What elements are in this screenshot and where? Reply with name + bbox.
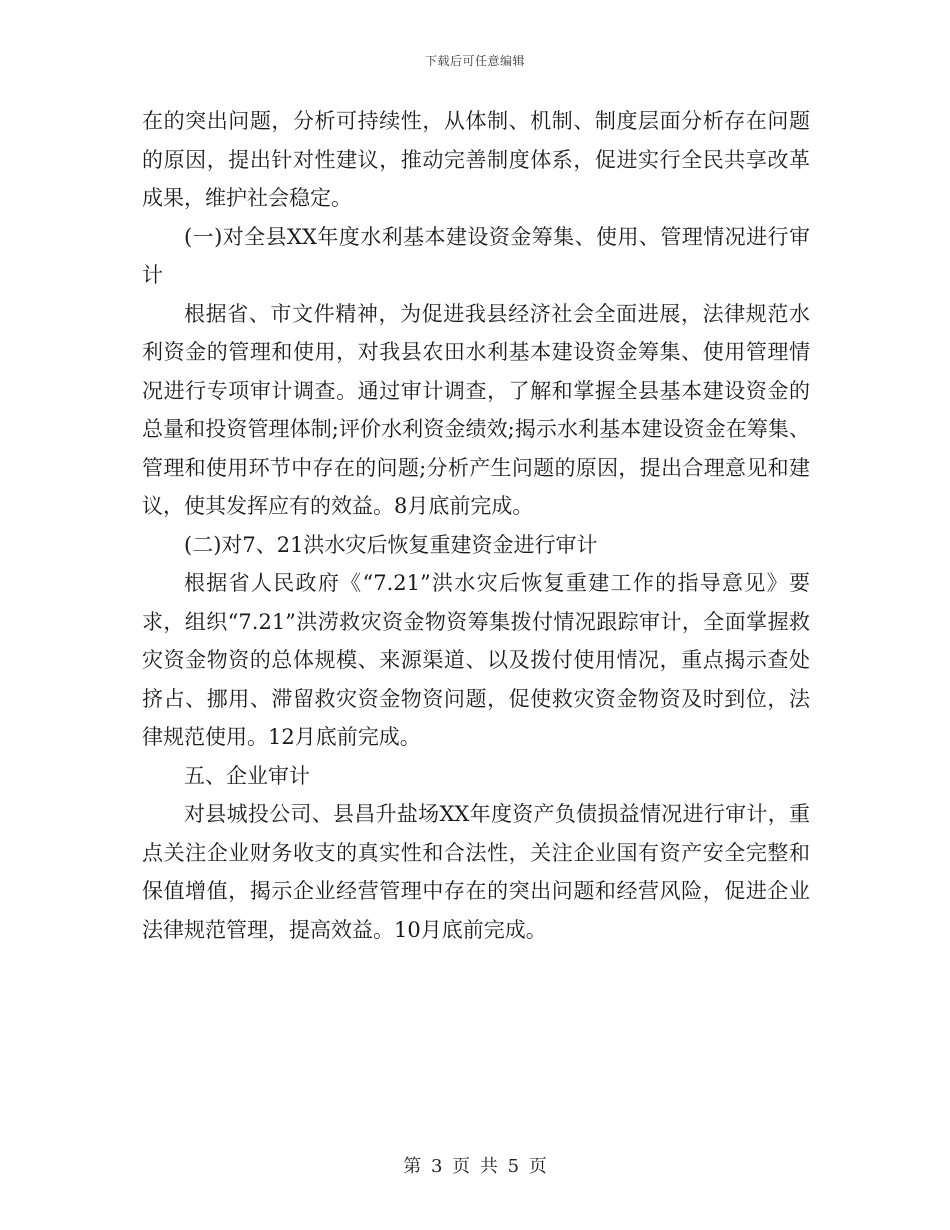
- section-heading-enterprise-audit: 五、企业审计: [184, 763, 310, 788]
- paragraph-water-conservancy-audit: 根据省、市文件精神，为促进我县经济社会全面进展，法律规范水利资金的管理和使用，对我县农田水利基本建设资金筹集、使用管理情况进行专项审计调查。通过审计调查，了解和掌握全县基本建设资金的总量和投资管理体制;评价水利资金绩效;揭示水利基本建设资金在筹集、管理和使用环节中存在的问题;分析产生问题的原因，提出合理意见和建议，使其发挥应有的效益。8月底前完成。: [142, 301, 810, 518]
- paragraph-continuation: 在的突出问题，分析可持续性，从体制、机制、制度层面分析存在问题的原因，提出针对性建议，推动完善制度体系，促进实行全民共享改革成果，维护社会稳定。: [142, 109, 810, 210]
- page-number: 第 3 页 共 5 页: [403, 1156, 547, 1177]
- page-header-note: 下载后可任意编辑: [424, 54, 525, 68]
- paragraph-enterprise-audit: 对县城投公司、县昌升盐场XX年度资产负债损益情况进行审计，重点关注企业财务收支的真实性和合法性，关注企业国有资产安全完整和保值增值，揭示企业经营管理中存在的突出问题和经营风险，促进企业法律规范管理，提高效益。10月底前完成。: [142, 802, 810, 942]
- document-body: [142, 102, 810, 949]
- section-heading-water-conservancy: (一)对全县XX年度水利基本建设资金筹集、使用、管理情况进行审计: [142, 224, 810, 287]
- section-heading-flood-reconstruction: (二)对7、21洪水灾后恢复重建资金进行审计: [184, 532, 598, 557]
- paragraph-flood-reconstruction-audit: 根据省人民政府《“7.21”洪水灾后恢复重建工作的指导意见》要求，组织“7.21”洪涝救灾资金物资筹集拨付情况跟踪审计，全面掌握救灾资金物资的总体规模、来源渠道、以及拨付使用情况，重点揭示查处挤占、挪用、滞留救灾资金物资问题，促使救灾资金物资及时到位，法律规范使用。12月底前完成。: [142, 571, 810, 749]
